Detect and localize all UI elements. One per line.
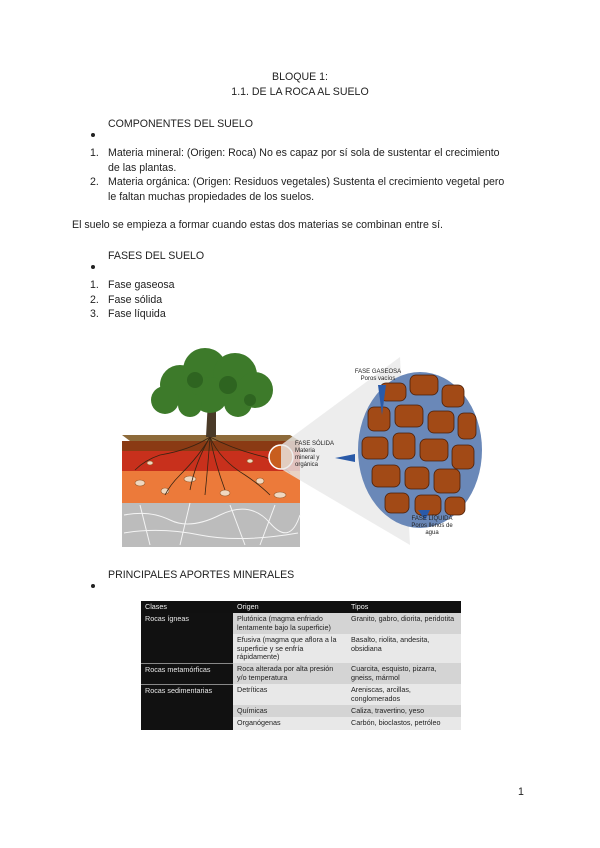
rocks-table: [141, 601, 461, 730]
list-item: 2. Fase sólida: [90, 293, 163, 306]
table-row: [141, 684, 461, 705]
table-cell-origen: Roca alterada por alta presión y/o temperatura: [233, 663, 347, 684]
componentes-list: [90, 146, 540, 204]
tree-canopy: [151, 348, 273, 417]
section-title-fases: FASES DEL SUELO: [108, 250, 205, 262]
bullet-dot: [91, 124, 95, 142]
table-cell-origen: Detríticas: [233, 684, 347, 705]
table-row: [141, 717, 461, 729]
label-fase-gaseosa: FASE GASEOSA Poros vacíos: [354, 369, 402, 382]
section-title-componentes: COMPONENTES DEL SUELO: [108, 118, 254, 130]
page-heading: [0, 70, 600, 99]
label-fase-liquida: FASE LÍQUIDA Poros llenos de agua: [411, 516, 453, 536]
table-cell-origen: Plutónica (magma enfriado lentamente bajo la superficie): [233, 613, 347, 634]
table-cell-clase: [141, 705, 233, 717]
list-item: 2. Materia orgánica: (Origen: Residuos vegetales) Sustenta el crecimiento vegetal pero le faltan muchas propiedades de los suelos.: [90, 176, 505, 203]
table-cell-tipos: Areniscas, arcillas, conglomerados: [347, 684, 461, 705]
table-cell-clase: Rocas sedimentarias: [141, 684, 233, 705]
bullet-dot: [91, 575, 95, 593]
table-header-cell: Tipos: [351, 602, 369, 611]
table-cell-origen: Organógenas: [233, 717, 347, 729]
section-title-aportes: PRINCIPALES APORTES MINERALES: [108, 569, 295, 581]
fases-list: [90, 278, 175, 322]
table-header-cell: Clases: [145, 602, 167, 611]
table-cell-tipos: Cuarcita, esquisto, pizarra, gneiss, mármol: [347, 663, 461, 684]
table-header-cell: Origen: [237, 602, 259, 611]
zoomed-soil-particles: [358, 372, 482, 528]
list-item: 3. Fase líquida: [90, 308, 166, 320]
table-cell-origen: Químicas: [233, 705, 347, 717]
page-number: 1: [518, 786, 524, 798]
heading-line1: BLOQUE 1:: [272, 71, 328, 83]
table-row: [141, 613, 461, 634]
table-cell-clase: Rocas ígneas: [141, 613, 233, 634]
table-cell-clase: [141, 634, 233, 663]
paragraph: El suelo se empieza a formar cuando estas dos materias se combinan entre sí.: [72, 219, 443, 231]
table-cell-tipos: Caliza, travertino, yeso: [347, 705, 461, 717]
list-item: 1. Fase gaseosa: [90, 279, 175, 291]
bullet-dot: [91, 256, 95, 274]
table-cell-tipos: Basalto, riolita, andesita, obsidiana: [347, 634, 461, 663]
table-header-row: [141, 601, 461, 613]
table-cell-tipos: Granito, gabro, diorita, peridotita: [347, 613, 461, 634]
table-cell-clase: [141, 717, 233, 729]
table-cell-origen: Efusiva (magma que aflora a la superficie y se enfría rápidamente): [233, 634, 347, 663]
list-item: 1. Materia mineral: (Origen: Roca) No es capaz por sí sola de sustentar el crecimiento de las plantas.: [90, 147, 500, 174]
table-row: [141, 634, 461, 663]
label-fase-solida: FASE SÓLIDA Materia mineral y orgánica: [295, 441, 335, 468]
table-cell-clase: Rocas metamórficas: [141, 663, 233, 684]
table-cell-tipos: Carbón, bioclastos, petróleo: [347, 717, 461, 729]
heading-line2: 1.1. DE LA ROCA AL SUELO: [231, 85, 369, 98]
table-row: [141, 663, 461, 684]
table-row: [141, 705, 461, 717]
